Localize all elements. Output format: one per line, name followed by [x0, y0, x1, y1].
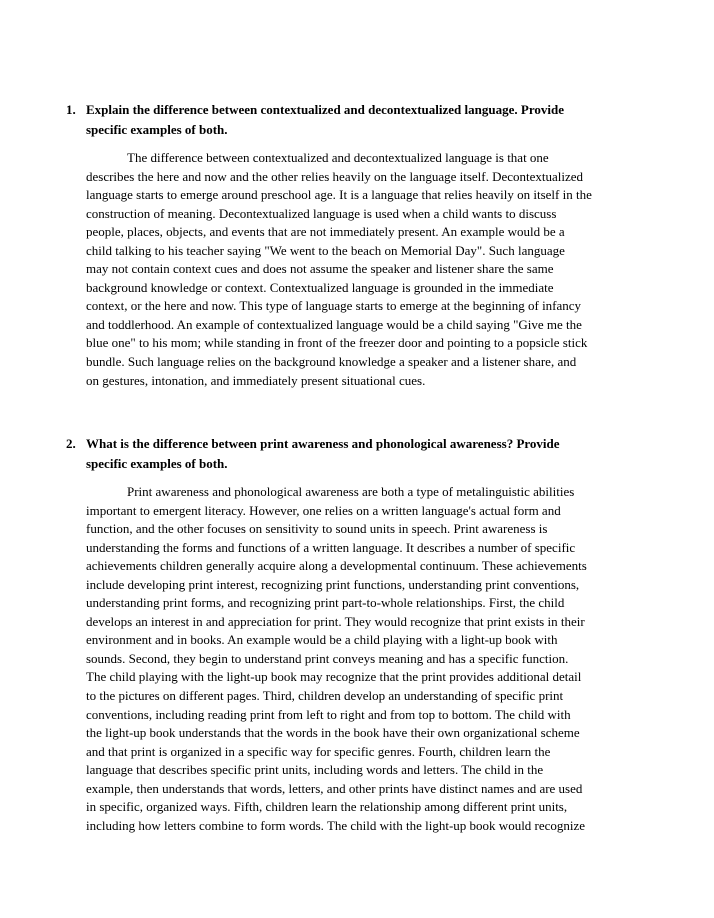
question-number: 1. — [66, 102, 76, 117]
question-prompt — [86, 100, 646, 140]
answer-line: context, or the here and now. This type of language starts to emerge at the beginning of infancy — [86, 298, 582, 314]
answer-line: language that describes specific print units, including words and letters. The child in the — [86, 762, 544, 778]
question-2-heading — [66, 434, 646, 474]
question-2 — [66, 434, 646, 835]
answer-line: child talking to his teacher saying "We went to the beach on Memorial Day". Such language — [86, 242, 565, 258]
answer-line: Print awareness and phonological awareness are both a type of metalinguistic abilities — [127, 484, 575, 499]
answer-line: The difference between contextualized and decontextualized language is that one — [127, 150, 549, 165]
answer-line: blue one" to his mom; while standing in front of the freezer door and pointing to a popsicle stick — [86, 335, 588, 351]
answer-line: important to emergent literacy. However, one relies on a written language's actual form and — [86, 502, 561, 518]
prompt-line: What is the difference between print awareness and phonological awareness? Provide — [86, 436, 560, 451]
answer-line: language starts to emerge around preschool age. It is a language that relies heavily on itself in the — [86, 187, 592, 203]
answer-line: environment and in books. An example would be a child playing with a light-up book with — [86, 632, 558, 648]
answer-line: in specific, organized ways. Fifth, children learn the relationship among different print units, — [86, 799, 568, 815]
answer-line: describes the here and now and the other relies heavily on the language itself. Decontextualized — [86, 168, 584, 184]
answer-line: to the pictures on different pages. Third, children develop an understanding of specific print — [86, 688, 564, 704]
answer-line: conventions, including reading print from left to right and from top to bottom. The child with — [86, 706, 571, 722]
prompt-line: Explain the difference between contextualized and decontextualized language. Provide — [86, 102, 564, 117]
answer-line: on gestures, intonation, and immediately present situational cues. — [86, 372, 426, 388]
answer-line: The child playing with the light-up book may recognize that the print provides additional detail — [86, 669, 582, 685]
answer-line: bundle. Such language relies on the background knowledge a speaker and a listener share, and — [86, 354, 577, 370]
answer-line: understanding print forms, and recognizing print part-to-whole relationships. First, the child — [86, 595, 565, 611]
answer-line: understanding the forms and functions of a written language. It describes a number of specific — [86, 539, 576, 555]
question-1-heading — [66, 100, 646, 140]
answer-line: function, and the other focuses on sensitivity to sound units in speech. Print awareness is — [86, 521, 548, 537]
prompt-line: specific examples of both. — [86, 456, 228, 471]
question-number: 2. — [66, 436, 76, 451]
prompt-line: specific examples of both. — [86, 122, 228, 137]
answer-line: the light-up book understands that the words in the book have their own organizational scheme — [86, 725, 580, 741]
answer-line: construction of meaning. Decontextualized language is used when a child wants to discuss — [86, 205, 557, 221]
question-2-answer — [86, 483, 646, 835]
answer-line: example, then understands that words, letters, and other prints have distinct names and are used — [86, 780, 583, 796]
answer-line: including how letters combine to form words. The child with the light-up book would recognize — [86, 817, 586, 833]
question-prompt — [86, 434, 646, 474]
question-1 — [66, 100, 646, 390]
answer-line: include developing print interest, recognizing print functions, understanding print conventions, — [86, 576, 580, 592]
answer-line: people, places, objects, and events that are not immediately present. An example would be a — [86, 224, 565, 240]
answer-line: and that print is organized in a specific way for specific genres. Fourth, children learn the — [86, 743, 551, 759]
answer-line: sounds. Second, they begin to understand print conveys meaning and has a specific function. — [86, 650, 569, 666]
answer-line: and toddlerhood. An example of contextualized language would be a child saying "Give me the — [86, 316, 582, 332]
answer-line: achievements children generally acquire along a developmental continuum. These achievements — [86, 558, 587, 574]
answer-line: develops an interest in and appreciation for print. They would recognize that print exists in their — [86, 613, 585, 629]
answer-line: may not contain context cues and does not assume the speaker and listener share the same — [86, 261, 554, 277]
answer-line: background knowledge or context. Contextualized language is grounded in the immediate — [86, 279, 554, 295]
question-1-answer — [86, 149, 646, 390]
